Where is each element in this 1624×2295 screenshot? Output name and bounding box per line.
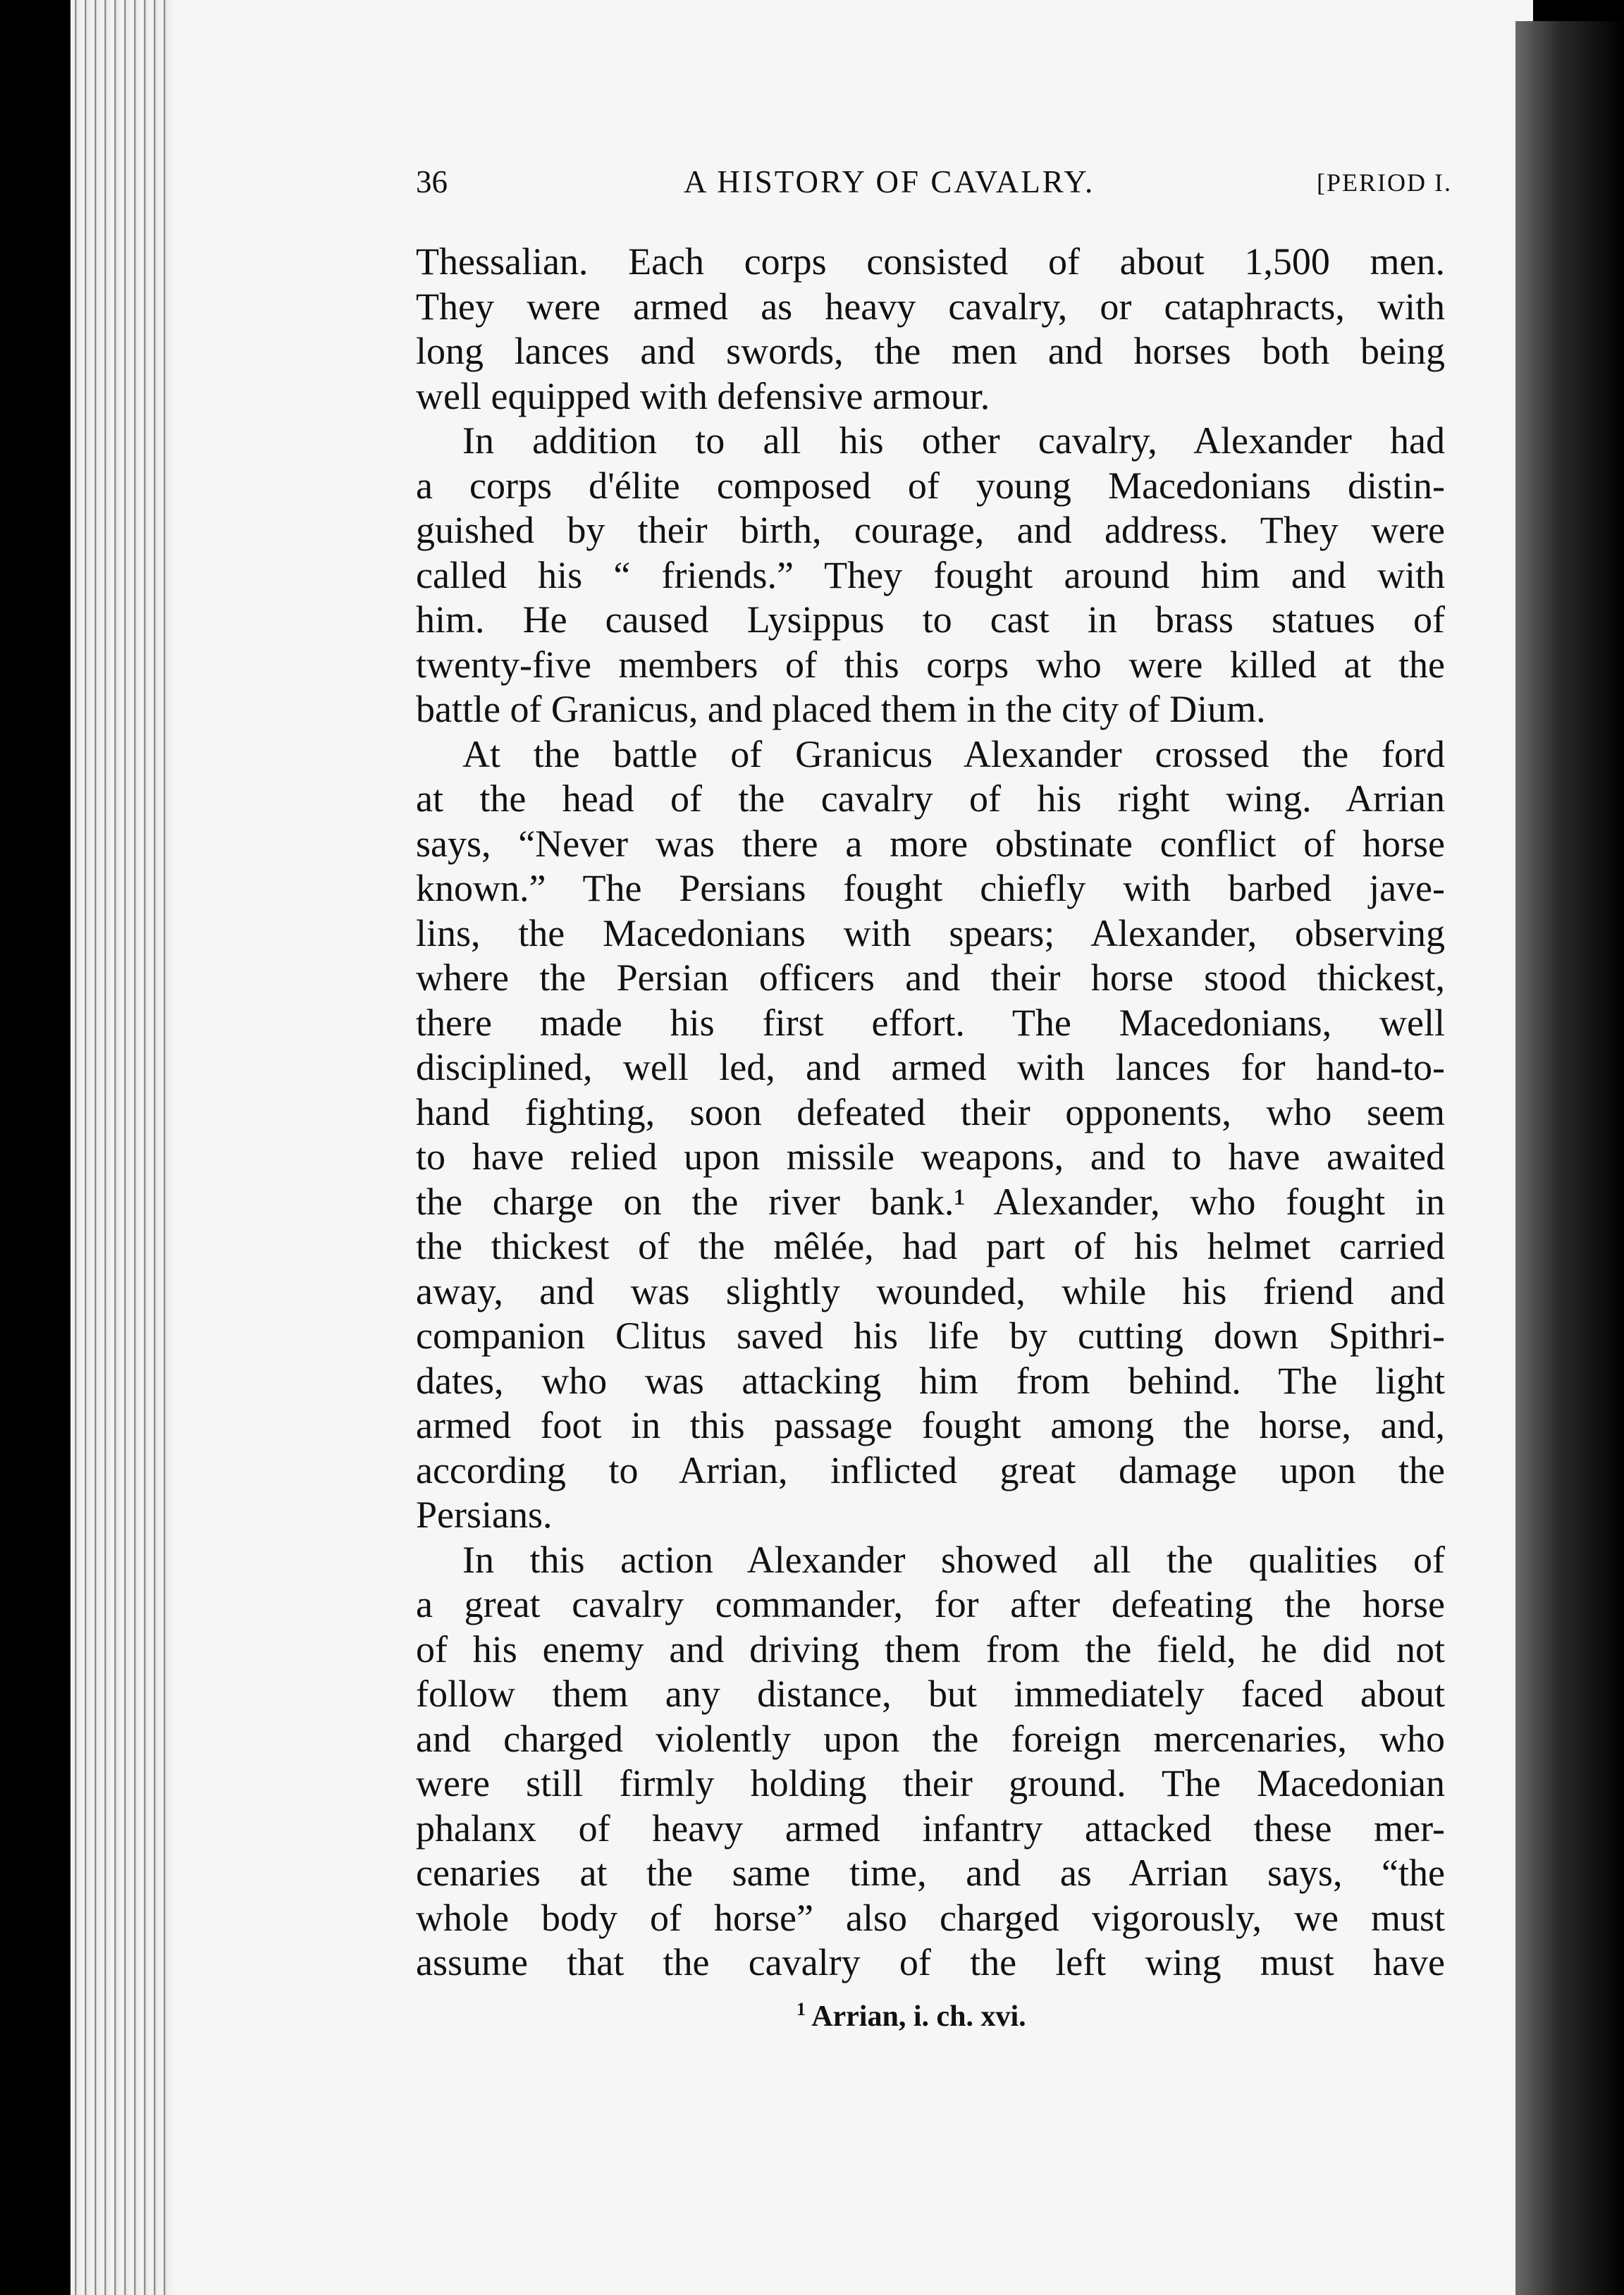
text-line: a corps d'élite composed of young Macedonians distin- (416, 464, 1445, 507)
text-line: companion Clitus saved his life by cutting down Spithri- (416, 1315, 1445, 1357)
text-line: him. He caused Lysippus to cast in brass statues of (416, 598, 1445, 641)
text-line: there made his first effort. The Macedonians, well (416, 1001, 1445, 1044)
text-line: a great cavalry commander, for after defeating the horse (416, 1583, 1445, 1625)
text-line: At the battle of Granicus Alexander crossed the ford (462, 732, 1445, 775)
binding-shadow (1515, 21, 1624, 2295)
paragraph-1 (416, 240, 1445, 419)
text-line: Thessalian. Each corps consisted of about 1,500 men. (416, 240, 1445, 283)
page-number: 36 (416, 164, 448, 199)
text-line: assume that the cavalry of the left wing must have (416, 1941, 1445, 1983)
paragraph-2 (416, 419, 1445, 732)
paragraph-3 (416, 732, 1445, 1538)
footnote-marker: 1 (796, 1999, 806, 2019)
text-line: Persians. (416, 1494, 553, 1536)
text-line: known.” The Persians fought chiefly with barbed jave- (416, 867, 1445, 909)
text-line: and charged violently upon the foreign mercenaries, who (416, 1717, 1445, 1760)
text-line: armed foot in this passage fought among the horse, and, (416, 1404, 1445, 1446)
text-line: the charge on the river bank.¹ Alexander, who fought in (416, 1180, 1445, 1223)
text-line: In this action Alexander showed all the qualities of (462, 1538, 1445, 1581)
text-line: away, and was slightly wounded, while his friend and (416, 1269, 1445, 1312)
text-line: of his enemy and driving them from the field, he did not (416, 1628, 1445, 1671)
text-line: well equipped with defensive armour. (416, 374, 990, 417)
text-line: to have relied upon missile weapons, and to have awaited (416, 1136, 1445, 1178)
text-line: dates, who was attacking him from behind. The light (416, 1359, 1445, 1402)
text-line: whole body of horse” also charged vigorously, we must (416, 1896, 1445, 1939)
text-line: phalanx of heavy armed infantry attacked these mer- (416, 1807, 1445, 1850)
book-page-edges (70, 0, 183, 2295)
text-line: twenty-five members of this corps who were killed at the (416, 643, 1445, 686)
running-header (416, 164, 1452, 213)
text-line: called his “ friends.” They fought around him and with (416, 553, 1445, 596)
footnote-text: Arrian, i. ch. xvi. (811, 2000, 1026, 2033)
text-line: at the head of the cavalry of his right wing. Arrian (416, 777, 1445, 820)
text-line: battle of Granicus, and placed them in the city of Dium. (416, 688, 1266, 730)
text-line: hand fighting, soon defeated their opponents, who seem (416, 1090, 1445, 1133)
running-title: A HISTORY OF CAVALRY. (684, 164, 1095, 199)
text-line: lins, the Macedonians with spears; Alexander, observing (416, 911, 1445, 954)
text-line: were still firmly holding their ground. The Macedonian (416, 1762, 1445, 1804)
footnote (796, 1999, 1026, 2033)
paragraph-4 (416, 1538, 1445, 1986)
section-label: [PERIOD I. (1317, 168, 1452, 197)
text-line: follow them any distance, but immediately faced about (416, 1673, 1445, 1715)
text-line: disciplined, well led, and armed with lances for hand-to- (416, 1046, 1445, 1088)
text-line: cenaries at the same time, and as Arrian says, “the (416, 1852, 1445, 1894)
body-text (416, 240, 1445, 1986)
text-line: according to Arrian, inflicted great damage upon the (416, 1448, 1445, 1491)
text-line: In addition to all his other cavalry, Alexander had (462, 419, 1445, 462)
text-line: says, “Never was there a more obstinate conflict of horse (416, 822, 1445, 865)
text-line: guished by their birth, courage, and address. They were (416, 509, 1445, 551)
text-line: where the Persian officers and their horse stood thickest, (416, 956, 1445, 999)
text-line: the thickest of the mêlée, had part of his helmet carried (416, 1225, 1445, 1267)
text-line: They were armed as heavy cavalry, or cataphracts, with (416, 285, 1445, 328)
text-line: long lances and swords, the men and horses both being (416, 330, 1445, 372)
